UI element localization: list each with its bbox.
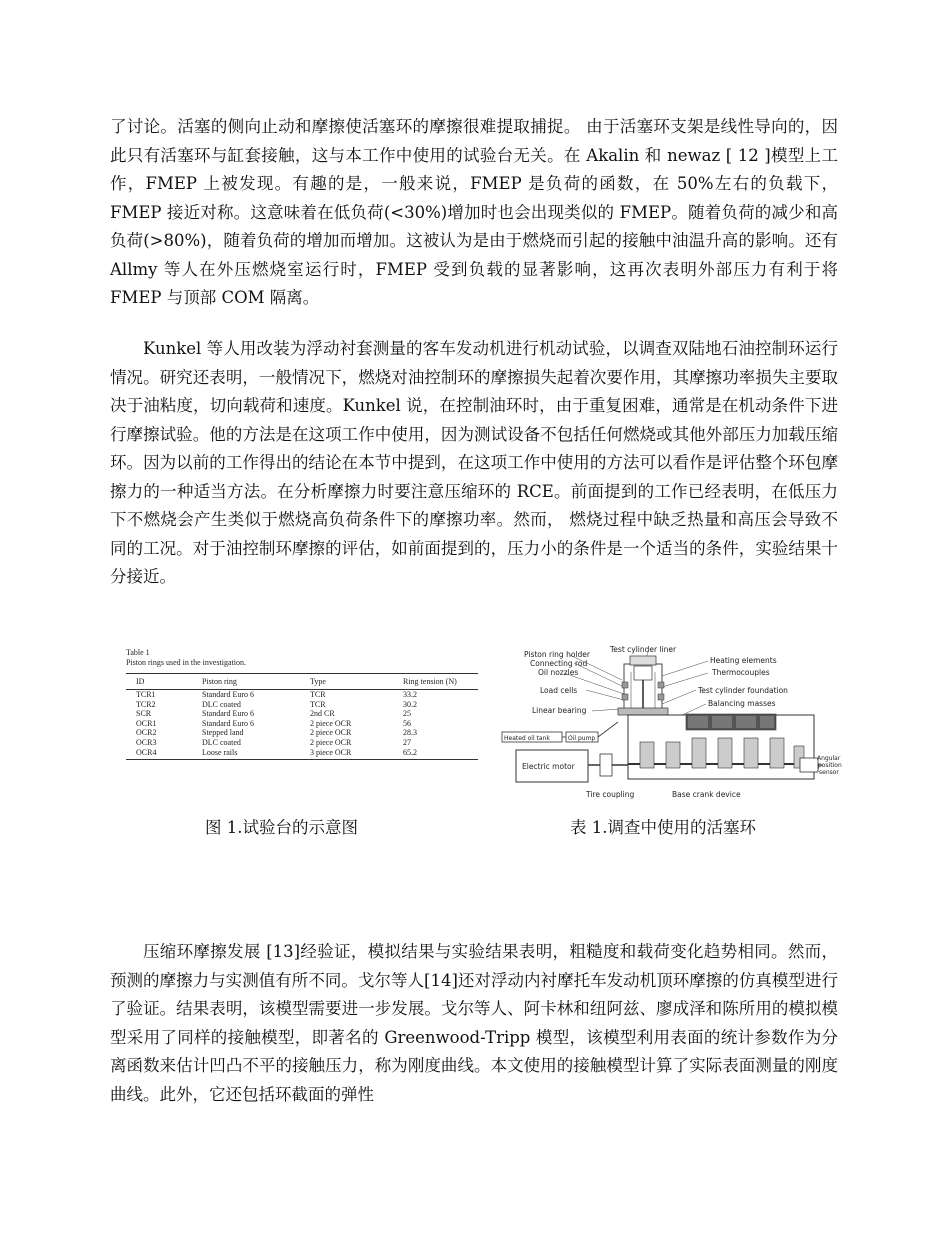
figure-caption-left: 图 1.试验台的示意图 (205, 818, 358, 837)
label-balancing-masses: Balancing masses (708, 699, 776, 708)
cell-type: 2 piece OCR (310, 737, 352, 747)
base-crank-frame (628, 714, 814, 779)
cell-type: TCR (310, 690, 326, 699)
rings-table (126, 673, 478, 760)
cell-ring-tension: 30.2 (403, 699, 417, 709)
cell-id: TCR2 (136, 699, 156, 709)
paragraph-2: Kunkel 等人用改装为浮动衬套测量的客车发动机进行机动试验，以调查双陆地石油控制环运行情况。研究还表明，一般情况下，燃烧对油控制环的摩擦损失起着次要作用，其摩擦功率损失主要取决于油粘度，切向载荷和速度。Kunkel 说，在控制油环时，由于重复困难，通常是在机动条件下进行摩擦试验。他的方法是在这项工作中使用，因为测试设备不包括任何燃烧或其他外部压力加载压缩环。因为以前的工作得出的结论在本节中提到，在这项工作中使用的方法可以看作是评估整个环包摩擦力的一种适当方法。在分析摩擦力时要注意压缩环的 RCE。前面提到的工作已经表明，在低压力下不燃烧会产生类似于燃烧高负荷条件下的摩擦功率。然而， 燃烧过程中缺乏热量和高压会导致不同的工况。对于油控制环摩擦的评估，如前面提到的，压力小的条件是一个适当的条件，实验结果十分接近。 (110, 339, 838, 586)
label-linear-bearing: Linear bearing (532, 706, 587, 715)
cell-piston-ring: Stepped land (202, 728, 244, 738)
table-row (126, 700, 478, 710)
cell-id: OCR2 (136, 728, 157, 738)
cell-ring-tension: 28.3 (403, 728, 417, 738)
label-heated-oil-tank: Heated oil tank (504, 735, 550, 742)
label-tire-coupling: Tire coupling (586, 790, 635, 799)
test-cylinder-assembly (618, 656, 668, 716)
cell-piston-ring: Loose rails (202, 748, 310, 760)
cell-piston-ring: DLC coated (202, 699, 241, 709)
cell-piston-ring: Standard Euro 6 (202, 718, 254, 728)
cell-piston-ring: DLC coated (202, 737, 241, 747)
label-position: position (818, 762, 842, 769)
paragraph-3: 压缩环摩擦发展 [13]经验证，模拟结果与实验结果表明，粗糙度和载荷变化趋势相同。然而，预测的摩擦力与实测值有所不同。戈尔等人[14]还对浮动内衬摩托车发动机顶环摩擦的仿真模型进行了验证。结果表明，该模型需要进一步发展。戈尔等人、阿卡林和纽阿兹、廖成泽和陈所用的模拟模型采用了同样的接触模型，即著名的 Greenwood-Tripp 模型，该模型利用表面的统计参数作为分离函数来估计凹凸不平的接触压力，称为刚度曲线。本文使用的接触模型计算了实际表面测量的刚度曲线。此外，它还包括环截面的弹性 (110, 942, 838, 1104)
label-heating-elements: Heating elements (710, 656, 777, 665)
cell-ring-tension: 33.2 (403, 690, 417, 699)
label-load-cells: Load cells (540, 686, 578, 695)
cell-id: SCR (136, 709, 152, 719)
cell-piston-ring: Standard Euro 6 (202, 690, 254, 699)
paragraph-1: 了讨论。活塞的侧向止动和摩擦使活塞环的摩擦很难提取捕捉。 由于活塞环支架是线性导向的，因此只有活塞环与缸套接触，这与本工作中使用的试验台无关。在 Akalin 和 newaz [ 12 ]模型上工作，FMEP 上被发现。有趣的是，一般来说，FMEP 是负荷的函数，在 50%左右的负载下，FMEP 接近对称。这意味着在低负荷(<30%)增加时也会出现类似的 FMEP。随着负荷的减少和高负荷(>80%)，随着负荷的增加而增加。这被认为是由于燃烧而引起的接触中油温升高的影响。还有 Allmy 等人在外压燃烧室运行时，FMEP 受到负载的显著影响，这再次表明外部压力有利于将 FMEP 与顶部 COM 隔离。 (110, 117, 838, 307)
table-row (126, 738, 478, 748)
header-piston-ring: Piston ring (202, 674, 310, 690)
cell-ring-tension: 56 (403, 718, 411, 728)
table-caption: Piston rings used in the investigation. (126, 658, 246, 667)
cell-id: OCR1 (136, 718, 157, 728)
table-title: Table 1 (126, 648, 150, 657)
label-thermocouples: Thermocouples (712, 668, 770, 677)
cell-piston-ring: Standard Euro 6 (202, 709, 254, 719)
table-row (126, 728, 478, 738)
label-oil-pump: Oil pump (568, 735, 596, 742)
cell-type: 2 piece OCR (310, 728, 352, 738)
cell-id: OCR4 (126, 748, 202, 760)
header-ring-tension: Ring tension (N) (403, 674, 478, 690)
cell-ring-tension: 65.2 (403, 748, 478, 760)
angular-sensor-block (800, 758, 818, 772)
tire-coupling-block (600, 754, 612, 776)
label-oil-nozzles: Oil nozzles (538, 668, 579, 677)
table-row (126, 719, 478, 729)
cell-type: 2 piece OCR (310, 718, 352, 728)
table-row (126, 748, 478, 760)
header-id: ID (126, 674, 202, 690)
cell-ring-tension: 27 (403, 737, 411, 747)
test-rig-schematic (500, 642, 845, 802)
cell-id: OCR3 (136, 737, 157, 747)
cell-id: TCR1 (136, 690, 156, 699)
label-base-crank-device: Base crank device (672, 790, 741, 799)
piston-ring-table (126, 648, 478, 788)
header-type: Type (310, 674, 403, 690)
label-test-cylinder-foundation: Test cylinder foundation (698, 686, 788, 695)
cell-type: 3 piece OCR (310, 748, 403, 760)
cell-type: TCR (310, 699, 326, 709)
label-angular: Angular (817, 755, 841, 762)
figure-caption-right: 表 1.调查中使用的活塞环 (570, 818, 756, 837)
table-row (126, 690, 478, 700)
cell-ring-tension: 25 (403, 709, 411, 719)
label-test-cylinder-liner: Test cylinder liner (610, 645, 677, 654)
label-piston-ring-holder: Piston ring holder (524, 650, 590, 659)
cell-type: 2nd CR (310, 709, 335, 719)
label-electric-motor: Electric motor (522, 762, 575, 771)
table-row (126, 709, 478, 719)
label-connecting-rod: Connecting rod (530, 659, 588, 668)
label-sensor: sensor (819, 769, 839, 776)
table-header-row (126, 674, 478, 690)
